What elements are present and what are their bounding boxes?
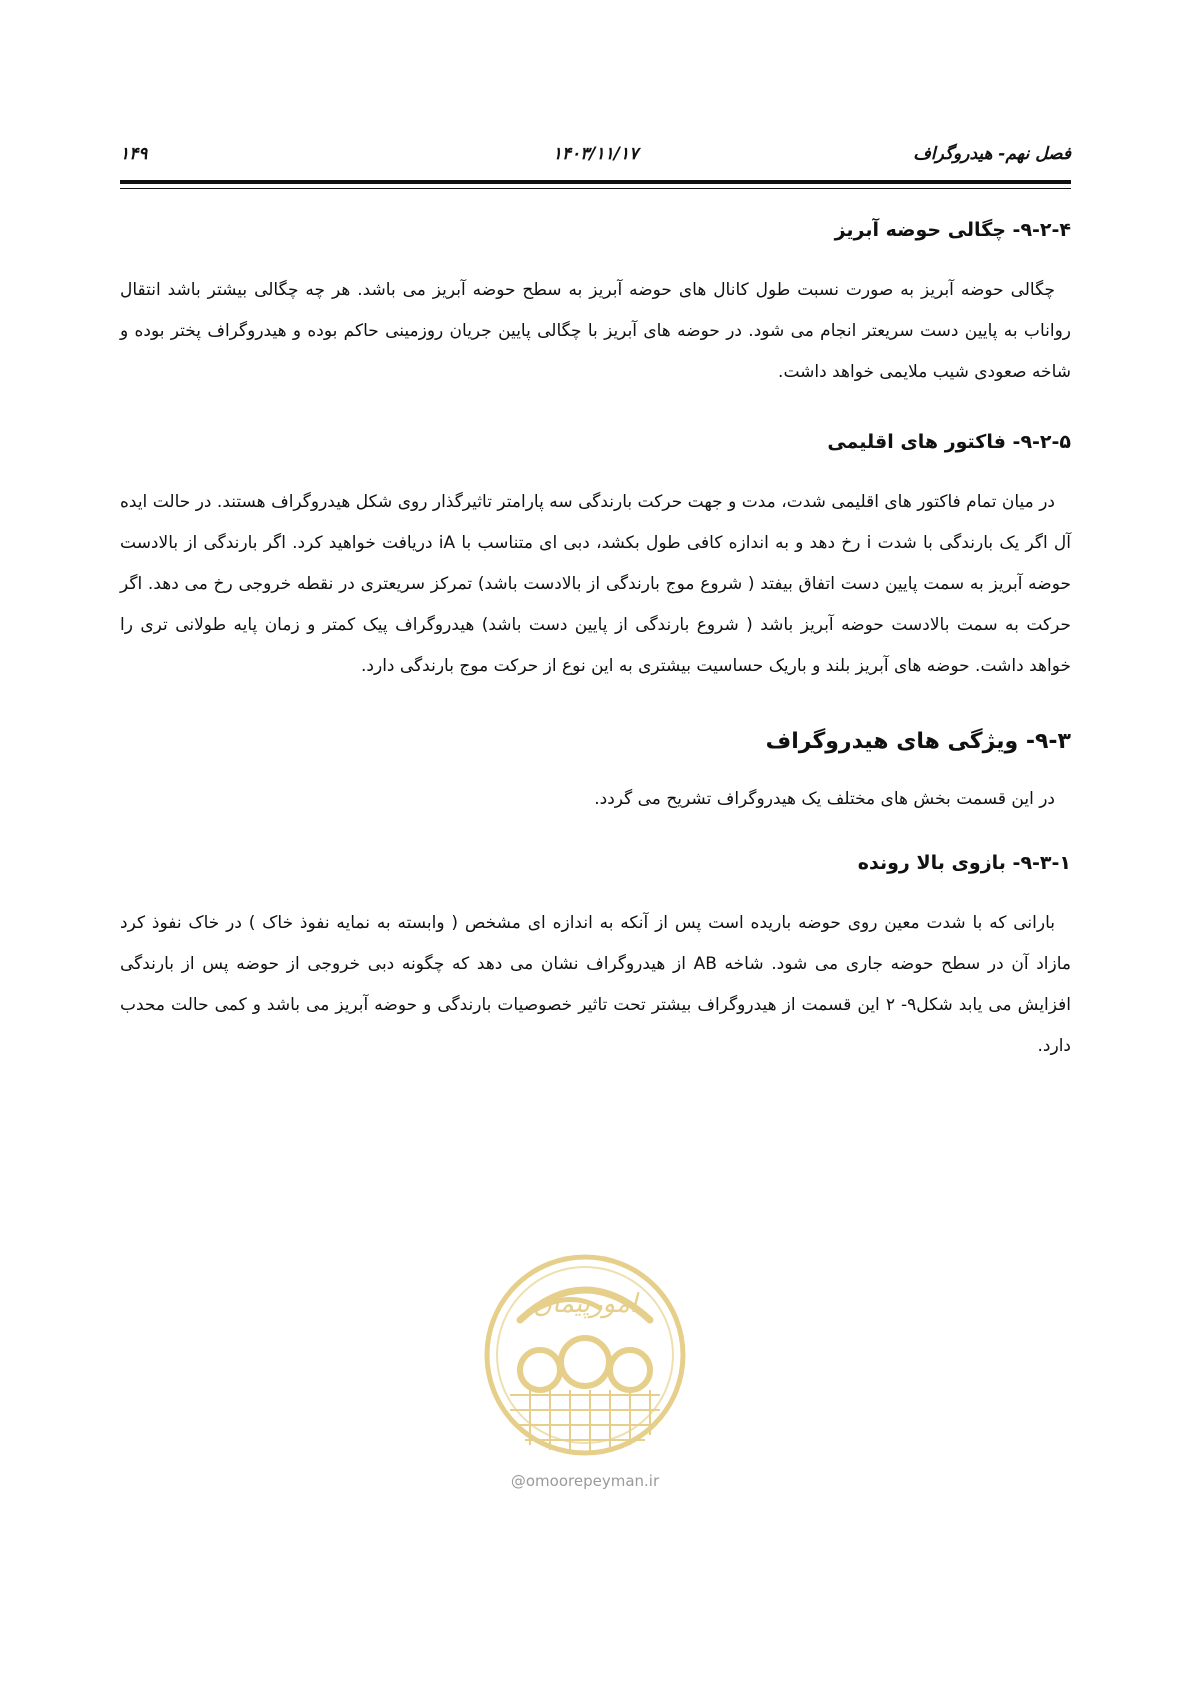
watermark-logo-text: امورپیمان bbox=[532, 1289, 638, 1319]
watermark-credit: @omoorepeyman.ir bbox=[510, 1472, 660, 1490]
paragraph-watershed-density: چگالی حوضه آبریز به صورت نسبت طول کانال های حوضه آبریز به سطح حوضه آبریز می باشد. هر چه چگالی بیشتر باشد انتقال رواناب به پایین دست سریعتر انجام می شود. در حوضه های آبریز با چگالی پایین جریان روزمینی حاکم بوده و هیدروگراف پختر بوده و شاخه صعودی شیب ملایمی خواهد داشت. bbox=[120, 280, 1071, 382]
page-header bbox=[120, 144, 1071, 174]
header-rule-thin bbox=[120, 188, 1071, 189]
paragraph-climatic-factors: در میان تمام فاکتور های اقلیمی شدت، مدت و جهت حرکت بارندگی سه پارامتر تاثیرگذار روی شکل هیدروگراف هستند. در حالت ایده آل اگر یک بارندگی با شدت i رخ دهد و به اندازه کافی طول بکشد، دبی ای متناسب با iA دریافت خواهید کرد. اگر بارندگی از بالادست حوضه آبریز به سمت پایین دست اتفاق بیفتد ( شروع موج بارندگی از بالادست باشد) تمرکز سریعتری در نقطه خروجی رخ می دهد. اگر حرکت به سمت بالادست حوضه آبریز باشد ( شروع بارندگی از پایین دست باشد) هیدروگراف پیک کمتر و زمان پایه طولانی تری را خواهد داشت. حوضه های آبریز بلند و باریک حساسیت بیشتری به این نوع از حرکت موج بارندگی دارد. bbox=[120, 492, 1071, 676]
paragraph-hydrograph-features-intro: در این قسمت بخش های مختلف یک هیدروگراف تشریح می گردد. bbox=[594, 789, 1055, 809]
section-heading-rising-limb: ۹-۳-۱- بازوی بالا رونده bbox=[857, 852, 1071, 874]
page-content bbox=[120, 215, 1071, 1067]
page-number: ۱۴۹ bbox=[120, 144, 148, 164]
running-header-chapter: فصل نهم- هیدروگراف bbox=[913, 144, 1071, 164]
section-heading-climatic-factors: ۹-۲-۵- فاکتور های اقلیمی bbox=[827, 431, 1071, 453]
paragraph-rising-limb: بارانی که با شدت معین روی حوضه باریده است پس از آنکه به اندازه ای مشخص ( وابسته به نمایه نفوذ خاک ) در خاک نفوذ کرد مازاد آن در سطح حوضه جاری می شود. شاخه AB از هیدروگراف نشان می دهد که چگونه دبی خروجی از حوضه پس از بارندگی افزایش می یابد شکل۹- ۲ این قسمت از هیدروگراف بیشتر تحت تاثیر خصوصیات بارندگی و حوضه آبریز می باشد و کمی حالت محدب دارد. bbox=[120, 913, 1072, 1056]
watermark-logo bbox=[480, 1250, 690, 1465]
running-header-date: ۱۴۰۳/۱۱/۱۷ bbox=[552, 144, 639, 164]
watermark bbox=[480, 1250, 690, 1510]
section-heading-hydrograph-features: ۹-۳- ویژگی های هیدروگراف bbox=[765, 729, 1071, 754]
header-rule-thick bbox=[120, 180, 1071, 184]
section-heading-watershed-density: ۹-۲-۴- چگالی حوضه آبریز bbox=[834, 219, 1071, 241]
